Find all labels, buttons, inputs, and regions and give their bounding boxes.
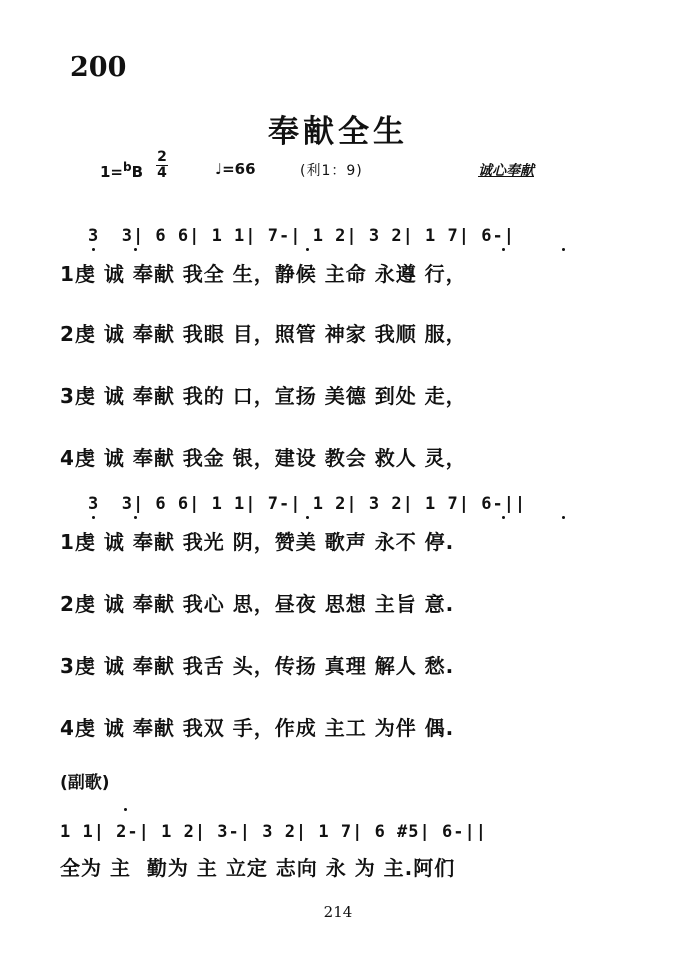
scripture-reference: (利1：9) bbox=[300, 163, 363, 179]
key-signature bbox=[100, 160, 143, 181]
lyric-verse-3b: 3虔 诚 奉献 我舌 头，传扬 真理 解人 愁. bbox=[60, 654, 455, 678]
octave-dot bbox=[562, 516, 565, 519]
lyric-verse-2b: 2虔 诚 奉献 我心 思，昼夜 思想 主旨 意. bbox=[60, 592, 455, 616]
lyric-verse-4a: 4虔 诚 奉献 我金 银，建设 教会 救人 灵， bbox=[60, 446, 467, 470]
octave-dot bbox=[92, 516, 95, 519]
octave-dot bbox=[502, 248, 505, 251]
time-top: 2 bbox=[157, 149, 167, 165]
key-note: B bbox=[131, 163, 144, 181]
time-bottom: 4 bbox=[157, 165, 167, 181]
octave-dot bbox=[124, 808, 127, 811]
notation-chorus: 1 1| 2-| 1 2| 3-| 3 2| 1 7| 6 #5| 6-|| bbox=[60, 822, 487, 842]
octave-dot bbox=[306, 516, 309, 519]
octave-dot bbox=[502, 516, 505, 519]
octave-dot bbox=[134, 248, 137, 251]
lyric-verse-4b: 4虔 诚 奉献 我双 手，作成 主工 为伴 偶. bbox=[60, 716, 455, 740]
page-number: 214 bbox=[323, 903, 353, 921]
octave-dot bbox=[92, 248, 95, 251]
hymn-title: 奉献全生 bbox=[268, 114, 408, 150]
lyric-verse-3a: 3虔 诚 奉献 我的 口，宣扬 美德 到处 走， bbox=[60, 384, 467, 408]
hymn-number: 200 bbox=[70, 52, 127, 83]
lyric-verse-1b: 1虔 诚 奉献 我光 阴，赞美 歌声 永不 停. bbox=[60, 530, 455, 554]
lyric-verse-1a: 1虔 诚 奉献 我全 生，静候 主命 永遵 行， bbox=[60, 262, 467, 286]
notation-line-1: 3 3| 6 6| 1 1| 7-| 1 2| 3 2| 1 7| 6-| bbox=[88, 226, 515, 246]
key-flat: b bbox=[123, 160, 132, 174]
tempo-marking: ♩=66 bbox=[215, 160, 256, 178]
time-signature bbox=[156, 150, 168, 181]
notation-line-2: 3 3| 6 6| 1 1| 7-| 1 2| 3 2| 1 7| 6-|| bbox=[88, 494, 527, 514]
lyric-chorus: 全为 主 勤为 主 立定 志向 永 为 主.阿们 bbox=[60, 856, 456, 880]
expression-marking: 诚心奉献 bbox=[478, 163, 534, 179]
chorus-label: (副歌) bbox=[60, 773, 110, 793]
lyric-verse-2a: 2虔 诚 奉献 我眼 目，照管 神家 我顺 服， bbox=[60, 322, 467, 346]
octave-dot bbox=[134, 516, 137, 519]
key-prefix: 1= bbox=[100, 163, 124, 181]
octave-dot bbox=[562, 248, 565, 251]
octave-dot bbox=[306, 248, 309, 251]
